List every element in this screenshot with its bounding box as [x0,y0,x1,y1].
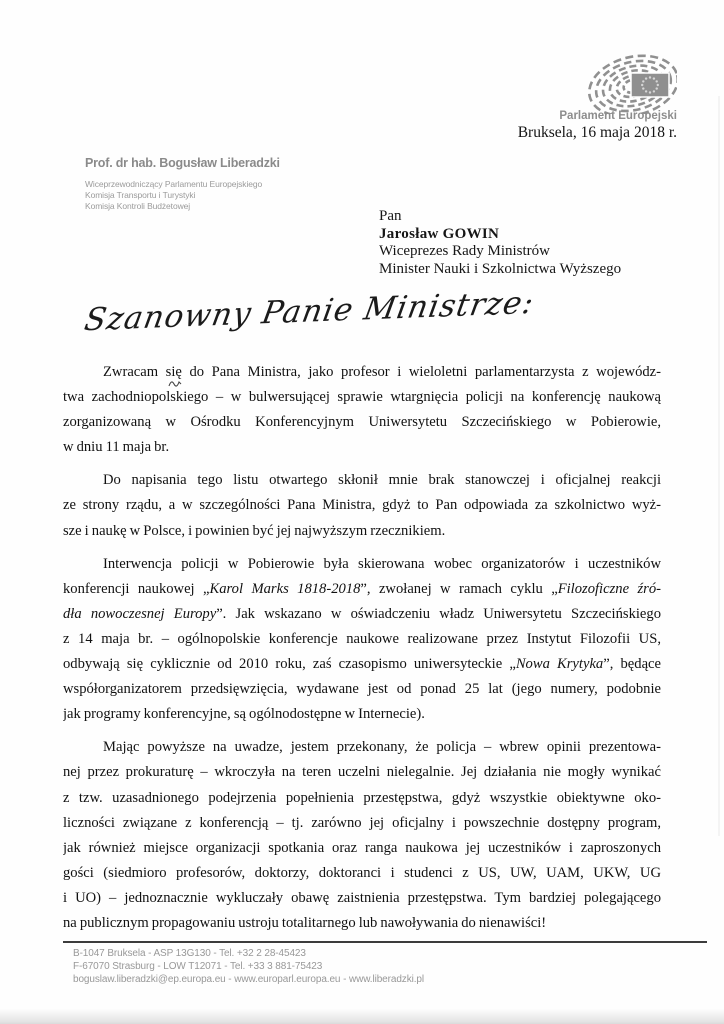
body-line: Do napisania tego listu otwartego skłonił mnie brak stanowczej i oficjalnej reakcji [103,472,661,489]
footer-web-contacts: boguslaw.liberadzki@ep.europa.eu - www.europarl.europa.eu - www.liberadzki.pl [73,974,424,985]
sender-title: Wiceprzewodniczący Parlamentu Europejskiego [85,179,263,189]
body-line: jak również miejsce organizacji spotkania oraz ranga naukowa jej uczestników i zaproszonych [63,839,661,856]
body-line: odbywają się cyklicznie od 2010 roku, zaś czasopismo uniwersyteckie „Nowa Krytyka”, będące [63,656,661,673]
body-line: gości (siedmioro profesorów, doktorzy, doktoranci i studenci z US, UW, UAM, UKW, UG [63,864,661,881]
recipient-block [379,208,621,278]
body-paragraph-3 [63,552,661,728]
scan-artifact [0,1008,724,1024]
sender-title: Komisja Transportu i Turystyki [85,190,196,200]
body-line: Interwencja policji w Pobierowie była skierowana wobec organizatorów i uczestników [103,555,661,572]
body-line: dła nowoczesnej Europy”. Jak wskazano w oświadczeniu władz Uniwersytetu Szczecińskiego [63,605,661,622]
body-line: z tzw. uzasadnionego podejrzenia popełnienia przestępstwa, gdyż wszystkie obiektywne oko- [63,789,661,806]
european-parliament-logo [575,50,677,114]
body-line: w dniu 11 maja br. [63,439,170,456]
sender-name: Prof. dr hab. Bogusław Liberadzki [85,156,280,170]
body-line: ze strony rządu, a w szczególności Pana Ministra, gdyż to Pan odpowiada za szkolnictwo wyż- [63,497,661,514]
body-paragraph-4 [63,735,661,936]
body-line: Zwracam się do Pana Ministra, jako profesor i wieloletni parlamentarzysta z wojewódz- [103,364,661,380]
body-line: jak programy konferencyjne, są ogólnodostępne w Internecie). [63,706,425,723]
sender-title: Komisja Kontroli Budżetowej [85,201,191,211]
body-line: konferencji naukowej „Karol Marks 1818-2018”, zwołanej w ramach cyklu „Filozoficzne źró- [63,580,661,597]
body-line: i UO) – jednoznacznie wykluczały obawę zaistnienia przestępstwa. Tym bardziej polegającego [63,889,661,906]
body-line: zorganizowaną w Ośrodku Konferencyjnym Uniwersytetu Szczecińskiego w Pobierowie, [63,414,661,431]
sender-block [85,156,280,212]
body-paragraph-2 [63,468,661,543]
eu-flag-icon [631,73,669,97]
letter-body [63,360,661,944]
body-line: nej przez prokuraturę – wkroczyła na teren uczelni nielegalnie. Jej działania nie mogły wynikać [63,764,661,781]
body-line: twa zachodniopolskiego – w bulwersującej sprawie wtargnięcia policji na konferencję naukową [63,389,661,406]
body-line: współorganizatorem przedsięwzięcia, wydawane jest od ponad 25 lat (jego numery, podobnie [63,681,661,698]
footer-address-brussels: B-1047 Bruksela - ASP 13G130 - Tel. +32 2 28-45423 [73,948,306,959]
footer-contact-block [73,947,424,986]
handwritten-salutation: Szanowny Panie Ministrze: [81,284,538,339]
recipient-title: Minister Nauki i Szkolnictwa Wyższego [379,260,622,277]
body-paragraph-1 [63,360,661,460]
footer-divider [63,941,707,943]
body-line: na publicznym propagowaniu ustroju totalitarnego lub nawoływania do nienawiści! [63,914,547,931]
body-line: liczności związane z konferencją – tj. zarówno jej oficjalny i powszechnie dostępny program, [63,814,661,831]
hemicycle-icon [575,50,677,114]
recipient-title: Wiceprezes Rady Ministrów [379,243,551,259]
recipient-name: Jarosław GOWIN [379,225,500,242]
scan-artifact [718,96,720,836]
dateline: Bruksela, 16 maja 2018 r. [517,124,677,141]
org-name: Parlament Europejski [559,110,677,122]
body-line: Mając powyższe na uwadze, jestem przekonany, że policja – wbrew opinii prezentowa- [103,739,661,756]
footer-address-strasbourg: F-67070 Strasburg - LOW T12071 - Tel. +33 3 881-75423 [73,961,323,972]
body-line: z 14 maja br. – ogólnopolskie konferencje naukowe realizowane przez Instytut Filozofii US, [63,630,661,647]
recipient-salutation: Pan [379,208,402,224]
body-line: sze i naukę w Polsce, i powinien być jej najwyższym rzecznikiem. [63,522,446,539]
